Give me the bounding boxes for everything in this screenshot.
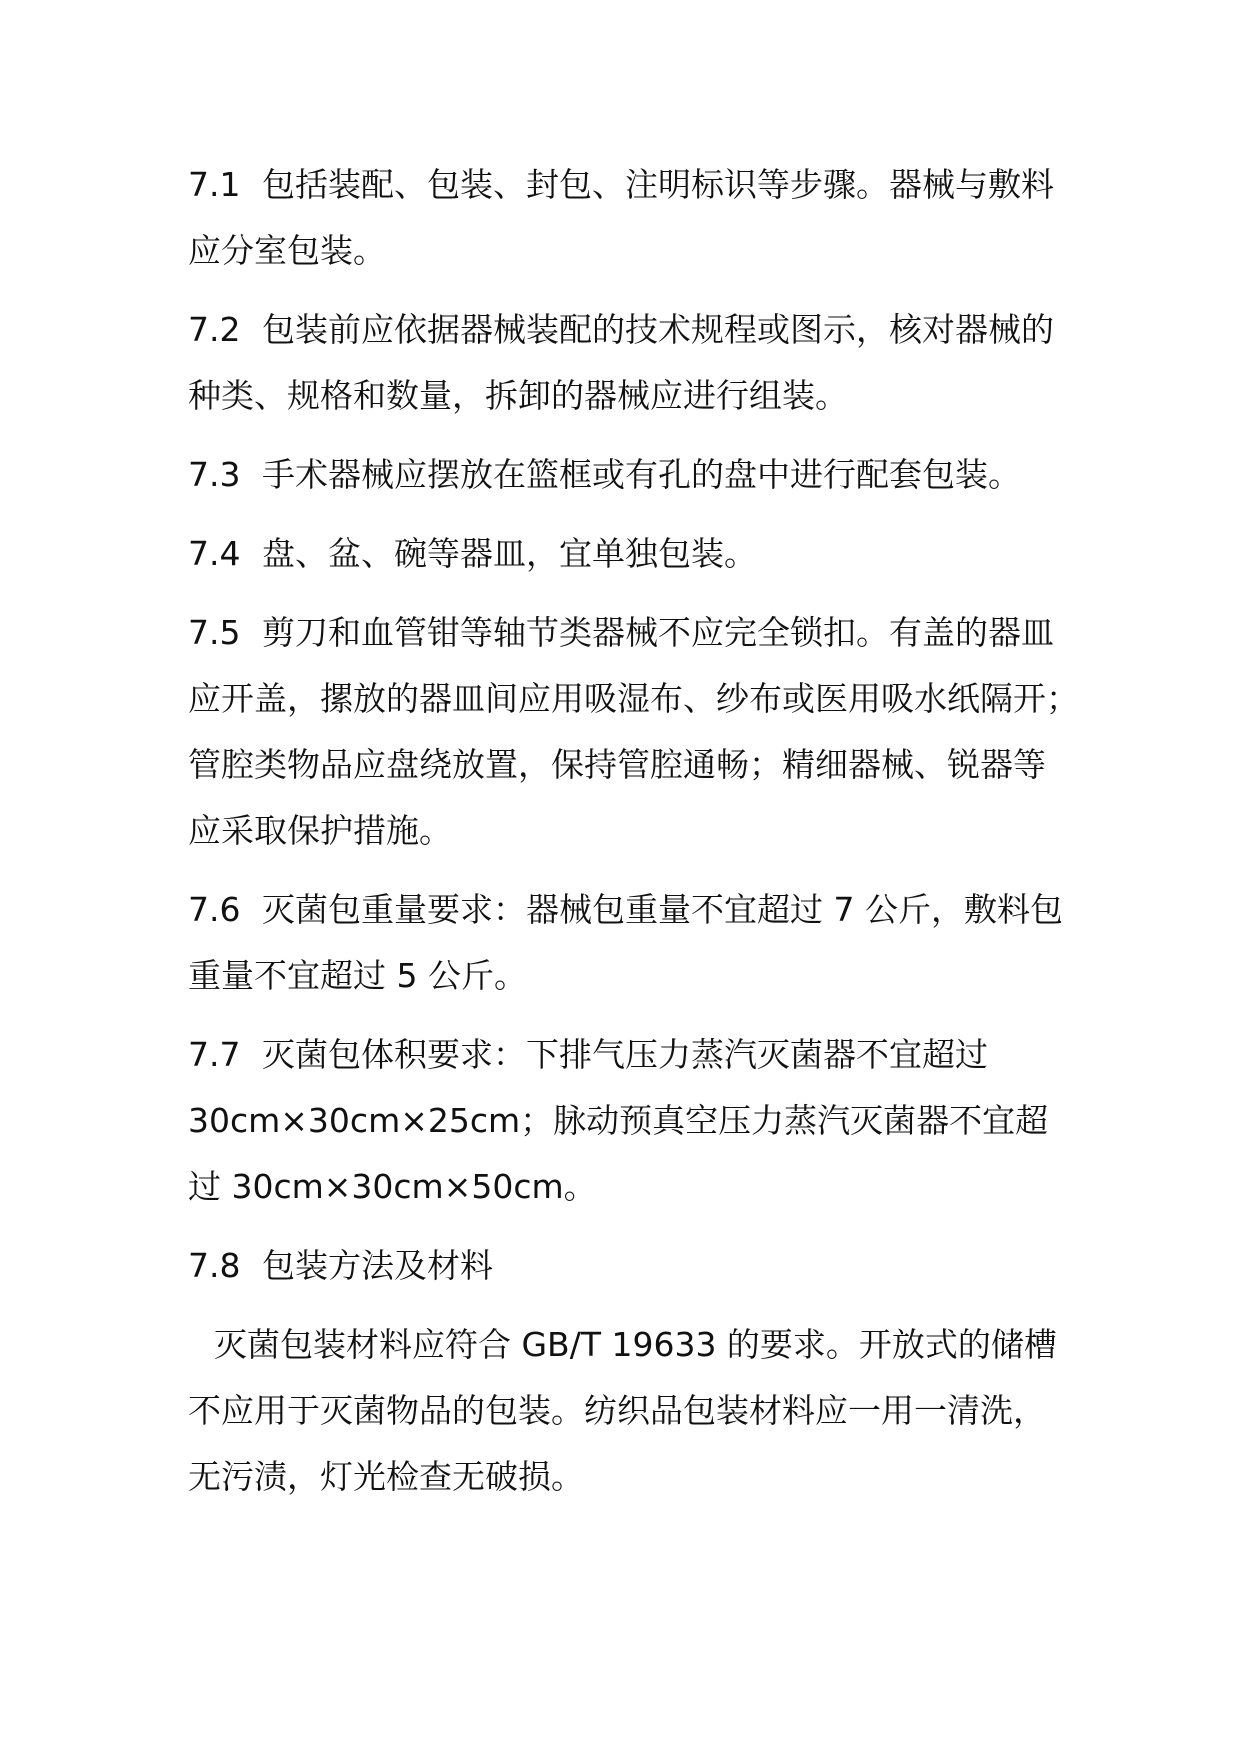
section-7-3: [188, 442, 1068, 508]
section-line: [188, 1233, 1068, 1299]
section-number: 7.6: [188, 890, 241, 929]
section-number: 7.7: [188, 1035, 241, 1074]
section-7-6: [188, 877, 1068, 1009]
section-number: 7.3: [188, 455, 241, 494]
section-text: 应开盖，摞放的器皿间应用吸湿布、纱布或医用吸水纸隔开；: [188, 679, 1079, 718]
document-body: [188, 152, 1079, 1523]
section-line: [188, 600, 1068, 666]
section-7-1: [188, 152, 1068, 284]
section-text: 应采取保护措施。: [188, 811, 452, 850]
section-text: 30cm×30cm×25cm；脉动预真空压力蒸汽灭菌器不宜超: [188, 1101, 1049, 1140]
section-7-4: [188, 521, 1068, 587]
section-number: 7.5: [188, 613, 241, 652]
body-paragraph: [188, 1312, 1068, 1510]
section-text: 重量不宜超过 5 公斤。: [188, 956, 527, 995]
section-number: 7.4: [188, 534, 241, 573]
section-text: 灭菌包体积要求：下排气压力蒸汽灭菌器不宜超过: [262, 1035, 988, 1074]
section-number: 7.2: [188, 310, 241, 349]
section-text: 手术器械应摆放在篮框或有孔的盘中进行配套包装。: [262, 455, 1021, 494]
section-line: [188, 877, 1068, 943]
section-text: 剪刀和血管钳等轴节类器械不应完全锁扣。有盖的器皿: [262, 613, 1054, 652]
section-line: [188, 521, 1068, 587]
body-text: 灭菌包装材料应符合 GB/T 19633 的要求。开放式的储槽: [214, 1325, 1057, 1364]
section-text: 包装方法及材料: [262, 1246, 493, 1285]
section-text: 过 30cm×30cm×50cm。: [188, 1167, 597, 1206]
section-text: 包装前应依据器械装配的技术规程或图示，核对器械的: [262, 310, 1054, 349]
section-text: 管腔类物品应盘绕放置，保持管腔通畅；精细器械、锐器等: [188, 745, 1046, 784]
section-text: 应分室包装。: [188, 231, 386, 270]
section-text: 包括装配、包装、封包、注明标识等步骤。器械与敷料: [262, 165, 1054, 204]
body-text: 不应用于灭菌物品的包装。纺织品包装材料应一用一清洗，: [188, 1391, 1046, 1430]
body-text: 无污渍，灯光检查无破损。: [188, 1457, 584, 1496]
section-number: 7.8: [188, 1246, 241, 1285]
section-text: 种类、规格和数量，拆卸的器械应进行组装。: [188, 376, 848, 415]
section-7-2: [188, 297, 1068, 429]
section-7-5: [188, 600, 1079, 864]
section-text: 盘、盆、碗等器皿，宜单独包装。: [262, 534, 757, 573]
section-line: [188, 1022, 1068, 1088]
section-7-7: [188, 1022, 1068, 1220]
section-line: [188, 152, 1068, 218]
section-7-8: [188, 1233, 1068, 1299]
section-text: 灭菌包重量要求：器械包重量不宜超过 7 公斤，敷料包: [262, 890, 1063, 929]
section-line: [188, 442, 1068, 508]
section-line: [188, 297, 1068, 363]
section-number: 7.1: [188, 165, 241, 204]
